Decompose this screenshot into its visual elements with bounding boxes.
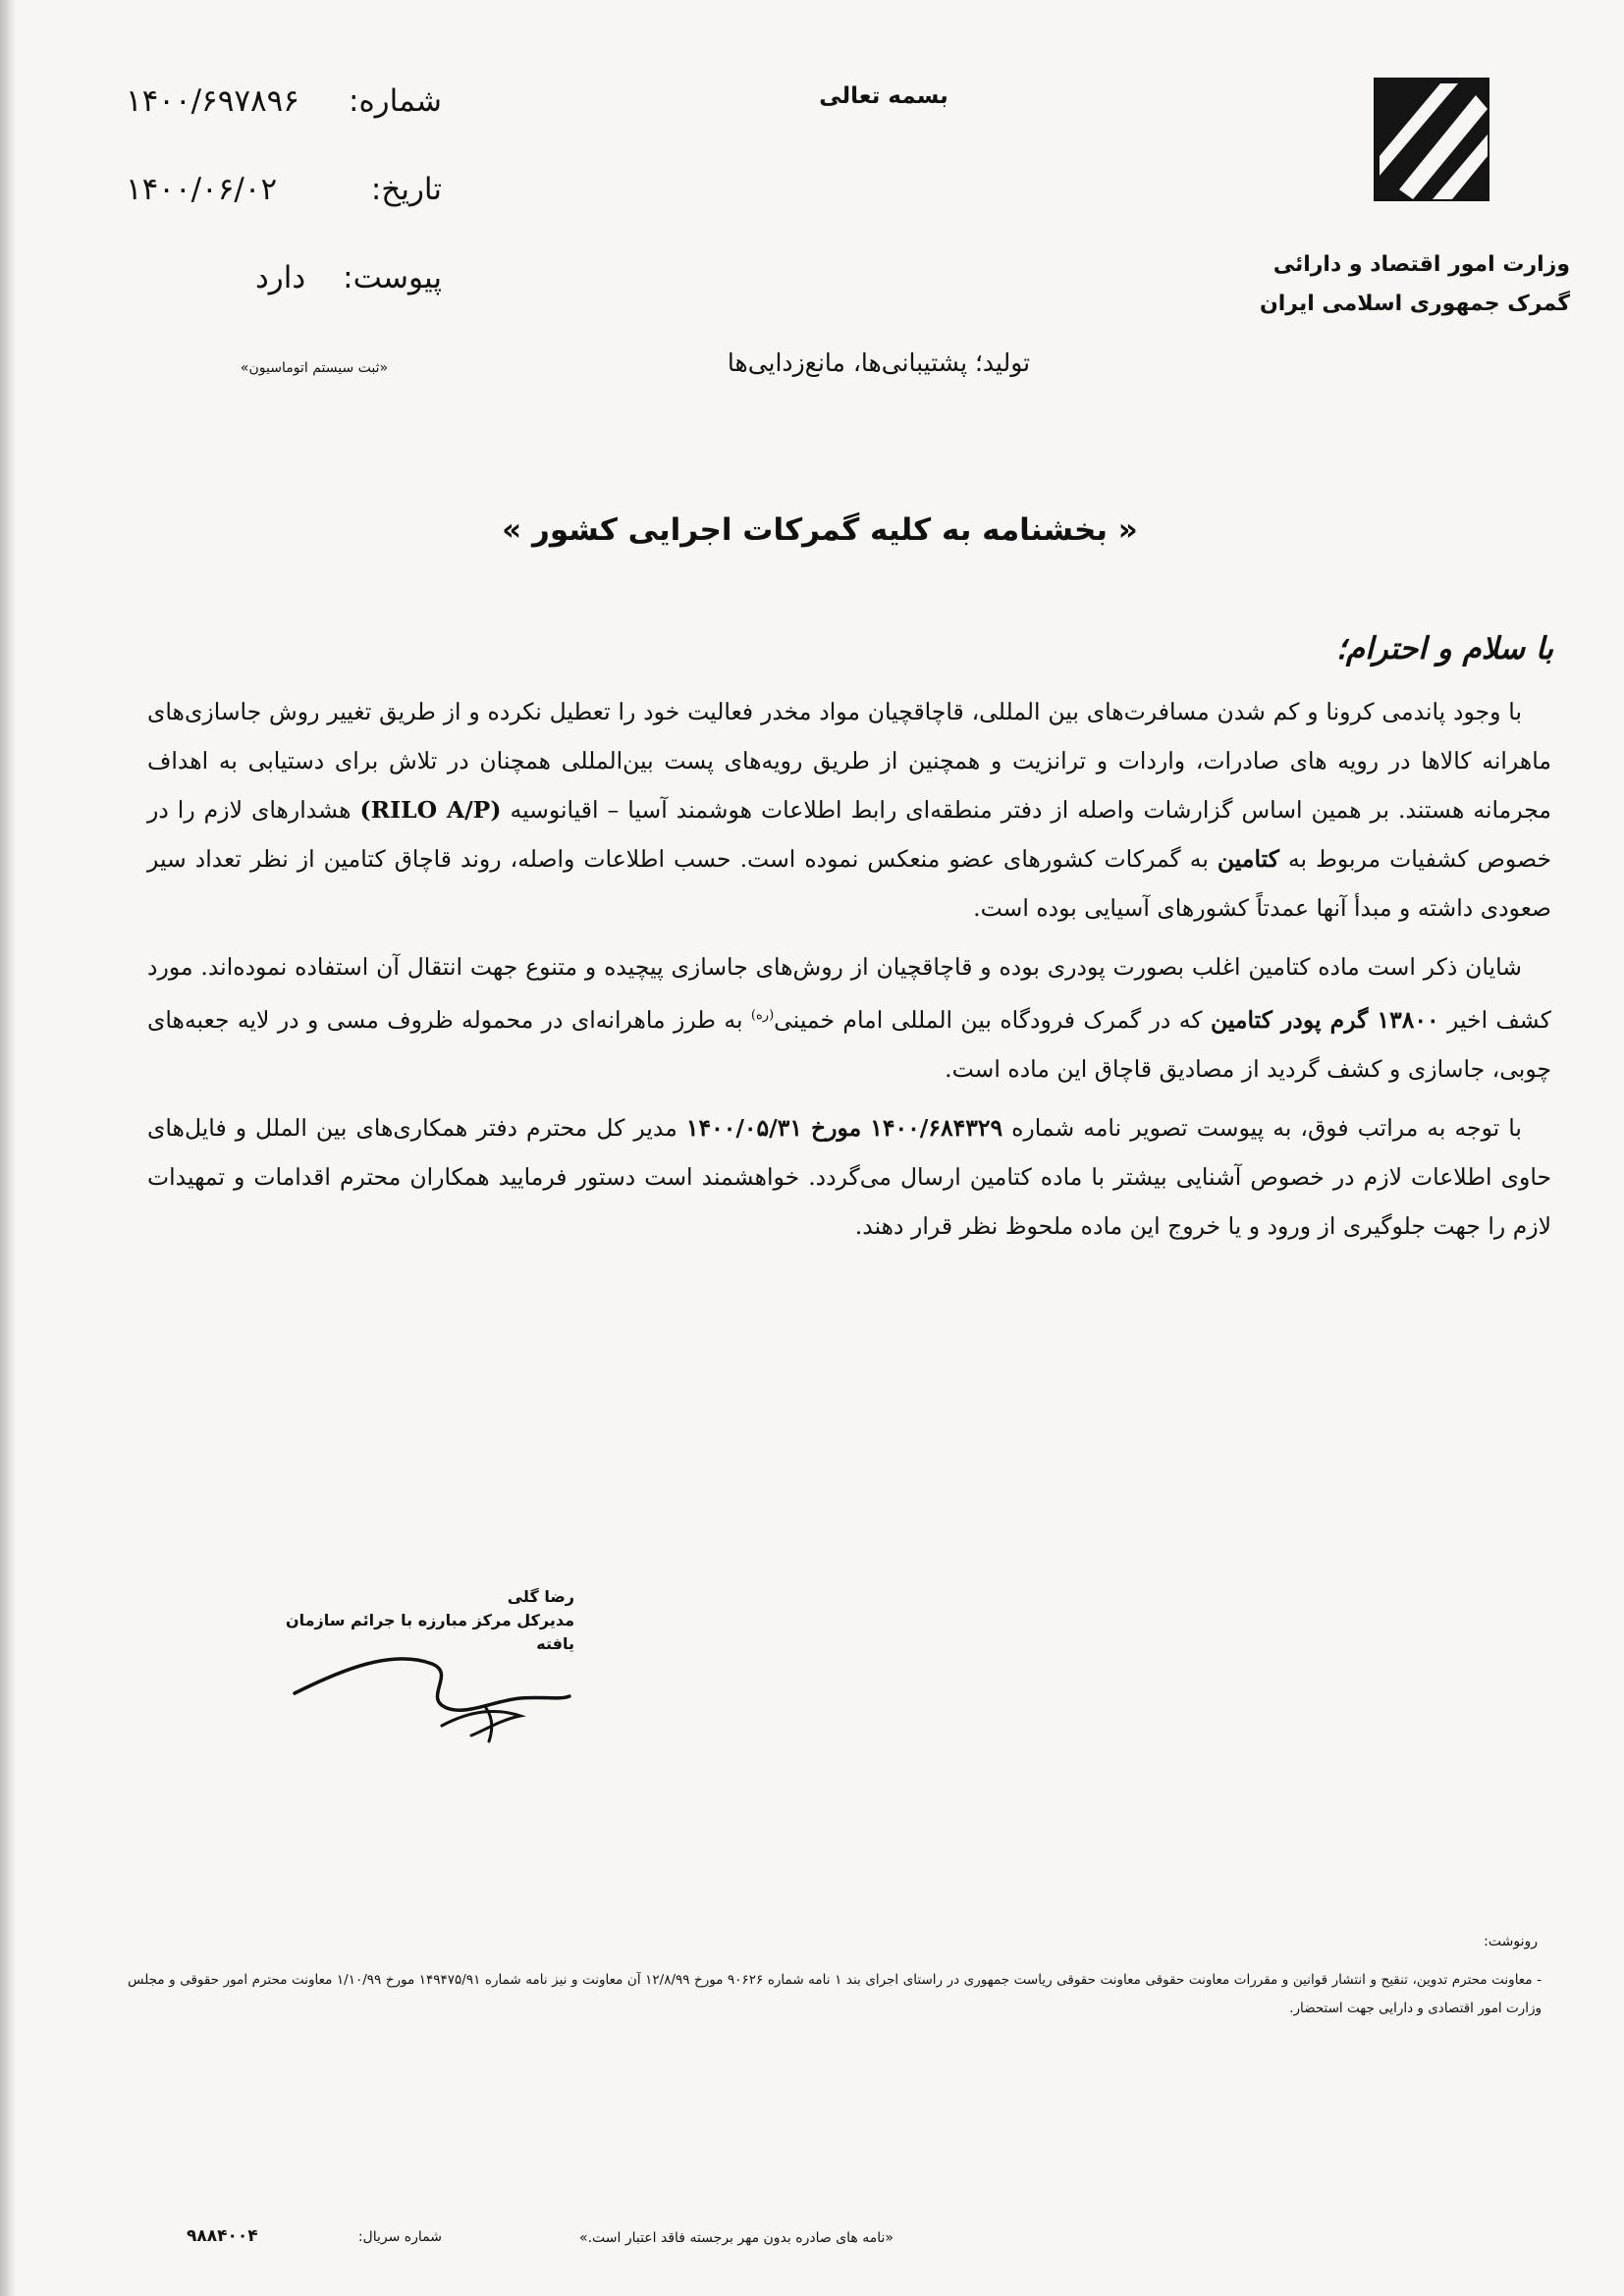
letter-date-row — [108, 162, 442, 250]
ketamine-term: کتامین — [1217, 845, 1279, 873]
body-paragraph-2: شایان ذکر است ماده کتامین اغلب بصورت پودری بوده و قاچاقچیان از روش‌های جاسازی پیچیده و متنوع جهت انتقال آن استفاده نموده‌اند. مورد کشف اخیر ۱۳۸۰۰ گرم پودر کتامین که در گمرک فرودگاه بین المللی امام خمینی$^{(ره)}$ به طرز ماهرانه‌ای در محموله ظروف مسی و در لایه جعبه‌های چوبی، جاسازی و کشف گردید از مصادیق قاچاق این ماده است. — [147, 953, 1551, 1083]
attachment-label: پیوست: — [343, 260, 442, 295]
signatory-position: مدیرکل مرکز مبارزه با جرائم سازمان یافته — [285, 1611, 574, 1653]
referenced-letter-number: ۱۴۰۰/۶۸۴۳۲۹ — [870, 1113, 1003, 1142]
attachment-value: دارد — [255, 260, 306, 295]
circular-title: « بخشنامه به کلیه گمرکات اجرایی کشور » — [502, 512, 1138, 548]
letter-number-label: شماره: — [349, 83, 442, 119]
serial-label: شماره سریال: — [357, 2229, 442, 2245]
honorific-mark: (ره) — [750, 1008, 775, 1023]
letter-number-value: ۱۴۰۰/۶۹۷۸۹۶ — [126, 83, 299, 119]
attachment-row — [108, 250, 442, 339]
body-paragraph-1: با وجود پاندمی کرونا و کم شدن مسافرت‌های بین المللی، قاچاقچیان مواد مخدر فعالیت خود را تعطیل نکرده و از طریق تغییر روش جاسازی‌های ماهرانه کالاها در رویه های صادرات، واردات و ترانزیت و همچنین از طریق رویه‌های پست بین‌المللی همچنان در تلاش برای دستیابی به اهداف مجرمانه هستند. بر همین اساس گزارشات واصله از دفتر منطقه‌ای رابط اطلاعات هوشمند آسیا – اقیانوسیه (RILO A/P) هشدارهای لازم را در خصوص کشفیات مربوط به کتامین به گمرکات کشورهای عضو منعکس نموده است. حسب اطلاعات واصله، روند قاچاق کتامین از نظر تعداد سیر صعودی داشته و مبدأ آنها عمدتاً کشورهای آسیایی بوده است. — [147, 698, 1551, 922]
customs-logo-icon — [1368, 74, 1495, 216]
rilo-term: (RILO A/P) — [359, 796, 502, 824]
letter-date-label: تاریخ: — [370, 172, 442, 207]
letter-number-row — [108, 74, 442, 162]
automation-register-note: «ثبت سیستم اتوماسیون» — [240, 360, 389, 376]
slogan-line: تولید؛ پشتیبانی‌ها، مانع‌زدایی‌ها — [727, 348, 1031, 377]
serial-value: ۹۸۸۴۰۰۴ — [187, 2226, 258, 2246]
scan-edge-shadow — [0, 0, 16, 2296]
org-customs: گمرک جمهوری اسلامی ایران — [1259, 292, 1570, 316]
letter-meta — [108, 74, 442, 339]
validity-note: «نامه های صادره بدون مهر برجسته فاقد اعتبار است.» — [579, 2230, 893, 2246]
seizure-amount: ۱۳۸۰۰ گرم پودر کتامین — [1210, 1005, 1439, 1034]
basmala: بسمه تعالی — [819, 83, 948, 109]
organization-name — [1158, 245, 1570, 324]
body-paragraph-3: با توجه به مراتب فوق، به پیوست تصویر نامه شماره ۱۴۰۰/۶۸۴۳۲۹ مورخ ۱۴۰۰/۰۵/۳۱ مدیر کل محترم دفتر همکاری‌های بین الملل و فایل‌های حاوی اطلاعات لازم در خصوص آشنایی بیشتر با ماده کتامین ارسال می‌گردد. خواهشمند است دستور فرمایید همکاران محترم اقدامات و تمهیدات لازم را جهت جلوگیری از ورود و یا خروج این ماده ملحوظ نظر قرار دهند. — [147, 1113, 1551, 1240]
handwritten-signature — [285, 1639, 579, 1757]
letter-date-value: ۱۴۰۰/۰۶/۰۲ — [126, 172, 278, 207]
referenced-letter-date: ۱۴۰۰/۰۵/۳۱ — [685, 1113, 802, 1142]
greeting: با سلام و احترام؛ — [1336, 631, 1553, 667]
signatory-name: رضا گلی — [507, 1587, 574, 1606]
letter-body — [147, 687, 1551, 1260]
org-ministry: وزارت امور اقتصاد و دارائی — [1272, 252, 1570, 277]
cc-text: - معاونت محترم تدوین، تنقیح و انتشار قوانین و مقررات معاونت حقوقی معاونت حقوقی ریاست جمهوری در راستای اجرای بند ۱ نامه شماره ۹۰۶۲۶ مورخ ۱۲/۸/۹۹ آن معاونت و نیز نامه شماره ۱۴۹۴۷۵/۹۱ مورخ ۱/۱۰/۹۹ معاونت محترم امور حقوقی و مجلس وزارت امور اقتصادی و دارایی جهت استحضار. — [128, 1972, 1542, 2016]
cc-label: رونوشت: — [1484, 1934, 1538, 1949]
